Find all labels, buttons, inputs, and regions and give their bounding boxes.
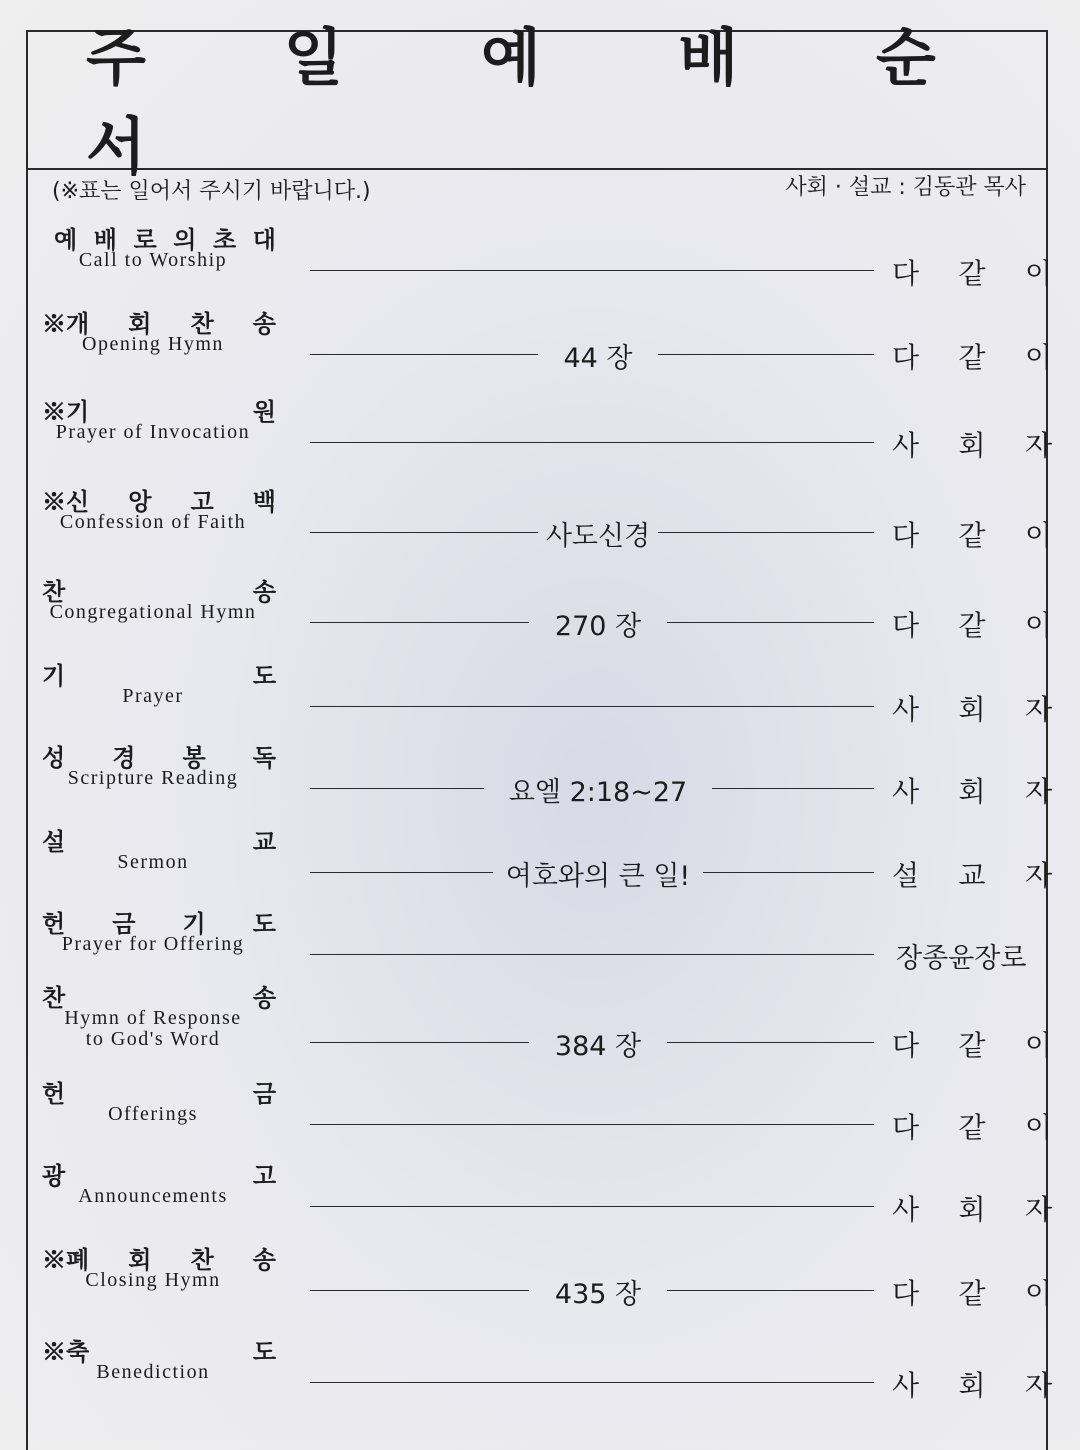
leader-char: 이 [1024, 1277, 1052, 1310]
item-leader [892, 604, 1052, 644]
item-english-title: Offerings [108, 1103, 198, 1125]
item-leader [892, 854, 1052, 894]
leader-char: 다 [892, 341, 920, 374]
item-detail: 44 장 [563, 343, 633, 374]
leader-char: 자 [1024, 693, 1052, 726]
leader-char: 사 [892, 429, 920, 462]
leader-line-left [310, 354, 538, 355]
leader-char: 회 [958, 1193, 986, 1226]
leader-line-left [310, 1290, 529, 1291]
order-item [28, 1240, 1050, 1320]
korean-title-char: 헌 [42, 909, 66, 938]
item-leader [892, 1272, 1052, 1312]
leader-char: 이 [1024, 1029, 1052, 1062]
leader-line [310, 442, 874, 443]
korean-title-char: 기 [182, 909, 206, 938]
leader-char: 같 [958, 257, 986, 290]
korean-title-char: 배 [93, 225, 117, 254]
item-english-title-line2: to God's Word [85, 1028, 221, 1050]
item-english-title: Benediction [96, 1361, 210, 1383]
korean-title-char: 경 [112, 743, 136, 772]
item-detail: 사도신경 [545, 521, 651, 552]
leader-char: 이 [1024, 519, 1052, 552]
item-leader [896, 936, 1046, 975]
leader-line-right [658, 532, 874, 533]
leader-char: 다 [892, 609, 920, 642]
korean-title-char: ※기 [42, 397, 90, 426]
leader-char: 다 [892, 1111, 920, 1144]
korean-title-char: 광 [42, 1161, 66, 1190]
leader-char: 이 [1024, 609, 1052, 642]
item-leader [892, 688, 1052, 728]
korean-title-char: 기 [42, 661, 66, 690]
leader-line-right [712, 788, 874, 789]
korean-title-char: ※개 [42, 309, 90, 338]
leader-char: 같 [958, 1111, 986, 1144]
leader-char: 자 [1024, 859, 1052, 892]
item-english-title: Congregational Hymn [49, 601, 257, 623]
standing-note: (※표는 일어서 주시기 바랍니다.) [52, 179, 371, 204]
korean-title-char: 성 [42, 743, 66, 772]
leader-char: 설 [892, 859, 920, 892]
order-item [28, 822, 1050, 902]
korean-title-char: 초 [213, 225, 237, 254]
item-detail: 요엘 2:18~27 [508, 777, 688, 808]
korean-title-char: 송 [252, 577, 276, 606]
item-english-title: Call to Worship [78, 249, 228, 271]
leader-line [310, 1382, 874, 1383]
korean-title-char: 찬 [190, 309, 214, 338]
order-item [28, 304, 1050, 384]
item-english-title: Hymn of Response [64, 1007, 242, 1029]
korean-title-char: 원 [252, 397, 276, 426]
order-item [28, 656, 1050, 736]
leader-char: 같 [958, 1029, 986, 1062]
item-leader [892, 770, 1052, 810]
leader-char: 사 [892, 775, 920, 808]
leader-line [310, 1124, 874, 1125]
leader-line-left [310, 1042, 529, 1043]
korean-title-char: 고 [252, 1161, 276, 1190]
leader-char: 장종윤장로 [896, 943, 1027, 974]
order-item [28, 220, 1050, 300]
korean-title-char: 앙 [128, 487, 152, 516]
korean-title-char: ※폐 [42, 1245, 90, 1274]
korean-title-char: 도 [252, 661, 276, 690]
page-title: 주 일 예 배 순 서 [86, 21, 994, 183]
leader-line [310, 1206, 874, 1207]
leader-line-right [667, 622, 874, 623]
korean-title-char: 대 [252, 225, 276, 254]
item-leader [892, 1364, 1052, 1404]
item-english-title: Announcements [78, 1185, 228, 1207]
korean-title-char: 회 [128, 309, 152, 338]
leader-char: 다 [892, 1277, 920, 1310]
korean-title-char: 교 [252, 827, 276, 856]
leader-line [310, 706, 874, 707]
order-item [28, 572, 1050, 652]
leader-char: 이 [1024, 257, 1052, 290]
item-leader [892, 514, 1052, 554]
leader-char: 사 [892, 1369, 920, 1402]
leader-char: 다 [892, 257, 920, 290]
korean-title-char: 찬 [42, 983, 66, 1012]
korean-title-char: 로 [133, 225, 157, 254]
korean-title-char: 설 [42, 827, 66, 856]
korean-title-char: 독 [252, 743, 276, 772]
korean-title-char: 도 [252, 1337, 276, 1366]
leader-line [310, 954, 874, 955]
korean-title-char: 송 [252, 983, 276, 1012]
order-item [28, 392, 1050, 472]
korean-title-char: 회 [128, 1245, 152, 1274]
item-leader [892, 1188, 1052, 1228]
korean-title-char: 금 [112, 909, 136, 938]
item-leader [892, 252, 1052, 292]
leader-line-right [703, 872, 874, 873]
leader-char: 다 [892, 1029, 920, 1062]
item-detail: 여호와의 큰 일! [505, 861, 691, 892]
leader-char: 같 [958, 1277, 986, 1310]
title-box [28, 21, 1046, 183]
item-detail: 384 장 [554, 1031, 642, 1062]
korean-title-char: 봉 [182, 743, 206, 772]
leader-char: 같 [958, 609, 986, 642]
leader-line-left [310, 872, 493, 873]
leader-char: 회 [958, 1369, 986, 1402]
presider-info: 사회 · 설교 : 김동관 목사 [785, 175, 1026, 200]
leader-char: 회 [958, 693, 986, 726]
leader-char: 회 [958, 775, 986, 808]
korean-title-char: 송 [252, 309, 276, 338]
korean-title-char: ※신 [42, 487, 90, 516]
item-english-title: Prayer for Offering [61, 933, 245, 955]
leader-char: 사 [892, 1193, 920, 1226]
order-item [28, 904, 1050, 984]
order-item [28, 1332, 1050, 1412]
order-item [28, 978, 1052, 1062]
order-item [28, 1074, 1050, 1154]
leader-char: 같 [958, 341, 986, 374]
item-english-title: Prayer of Invocation [55, 421, 251, 443]
leader-char: 자 [1024, 1193, 1052, 1226]
leader-char: 이 [1024, 1111, 1052, 1144]
korean-title-char: 찬 [190, 1245, 214, 1274]
item-leader [892, 1024, 1052, 1064]
item-english-title: Sermon [117, 851, 189, 873]
korean-title-char: 의 [173, 225, 197, 254]
item-leader [892, 336, 1052, 376]
leader-line-left [310, 532, 538, 533]
leader-line [310, 270, 874, 271]
leader-char: 다 [892, 519, 920, 552]
korean-title-char: 백 [252, 487, 276, 516]
item-english-title: Scripture Reading [67, 767, 239, 789]
korean-title-char: 고 [190, 487, 214, 516]
korean-title-char: 헌 [42, 1079, 66, 1108]
leader-char: 자 [1024, 429, 1052, 462]
leader-line-right [667, 1290, 874, 1291]
item-english-title: Opening Hymn [82, 333, 224, 355]
leader-char: 교 [958, 859, 986, 892]
order-item [28, 1156, 1050, 1236]
leader-char: 사 [892, 693, 920, 726]
korean-title-char: ※축 [42, 1337, 90, 1366]
order-item [28, 482, 1050, 562]
order-item [28, 738, 1050, 818]
item-detail: 435 장 [554, 1279, 642, 1310]
korean-title-char: 송 [252, 1245, 276, 1274]
leader-char: 자 [1024, 775, 1052, 808]
item-leader [892, 424, 1052, 464]
leader-line-right [658, 354, 874, 355]
leader-char: 회 [958, 429, 986, 462]
item-english-title: Prayer [122, 685, 184, 707]
bulletin-sheet [26, 21, 1052, 1450]
leader-line-left [310, 622, 529, 623]
korean-title-char: 예 [54, 225, 78, 254]
leader-char: 자 [1024, 1369, 1052, 1402]
item-leader [892, 1106, 1052, 1146]
korean-title-char: 찬 [42, 577, 66, 606]
item-detail: 270 장 [554, 611, 642, 642]
leader-char: 같 [958, 519, 986, 552]
korean-title-char: 도 [252, 909, 276, 938]
korean-title-char: 금 [252, 1079, 276, 1108]
leader-line-left [310, 788, 484, 789]
item-english-title: Confession of Faith [59, 511, 247, 533]
leader-char: 이 [1024, 341, 1052, 374]
item-english-title: Closing Hymn [85, 1269, 221, 1291]
leader-line-right [667, 1042, 874, 1043]
